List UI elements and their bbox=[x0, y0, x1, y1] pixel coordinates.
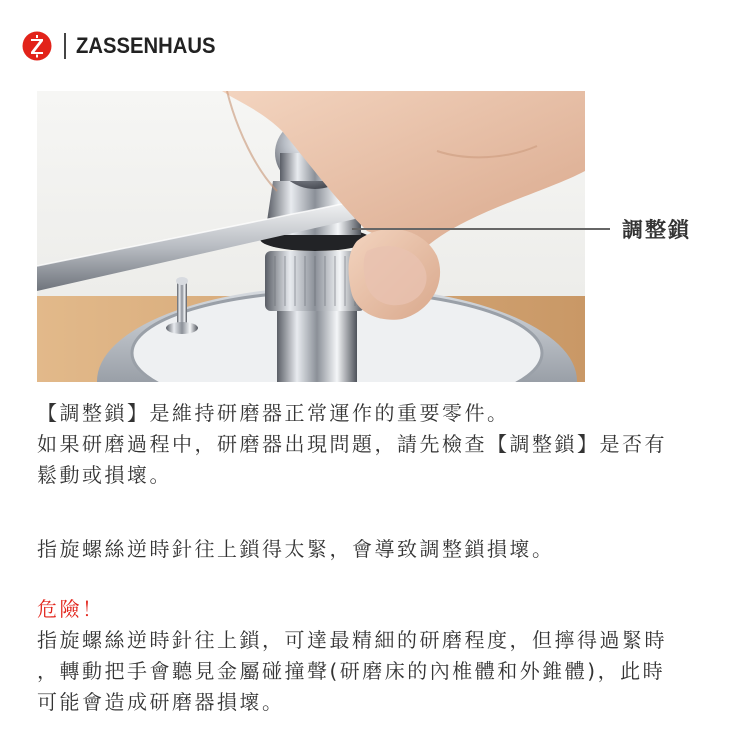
caution-line: 指旋螺絲逆時針往上鎖得太緊，會導致調整鎖損壞。 bbox=[37, 537, 555, 561]
callout-line bbox=[352, 228, 610, 230]
caution-section bbox=[37, 534, 717, 565]
warning-line: ，轉動把手會聽見金屬碰撞聲(研磨床的內椎體和外錐體)，此時 bbox=[37, 659, 666, 683]
zassenhaus-logo-icon bbox=[22, 31, 52, 61]
description-line: 鬆動或損壞。 bbox=[37, 463, 172, 487]
warning-section bbox=[37, 594, 717, 718]
brand-divider bbox=[64, 33, 66, 59]
description-line: 【調整鎖】是維持研磨器正常運作的重要零件。 bbox=[37, 401, 510, 425]
warning-title: 危險！ bbox=[37, 597, 105, 621]
product-photo bbox=[37, 91, 585, 382]
brand-header bbox=[22, 30, 227, 62]
description-section bbox=[37, 398, 717, 491]
description-line: 如果研磨過程中，研磨器出現問題，請先檢查【調整鎖】是否有 bbox=[37, 432, 667, 456]
callout-label: 調整鎖 bbox=[622, 218, 691, 242]
brand-name: ZASSENHAUS bbox=[75, 33, 215, 58]
warning-line: 指旋螺絲逆時針往上鎖，可達最精細的研磨程度，但擰得過緊時 bbox=[37, 628, 667, 652]
warning-line: 可能會造成研磨器損壞。 bbox=[37, 690, 285, 714]
